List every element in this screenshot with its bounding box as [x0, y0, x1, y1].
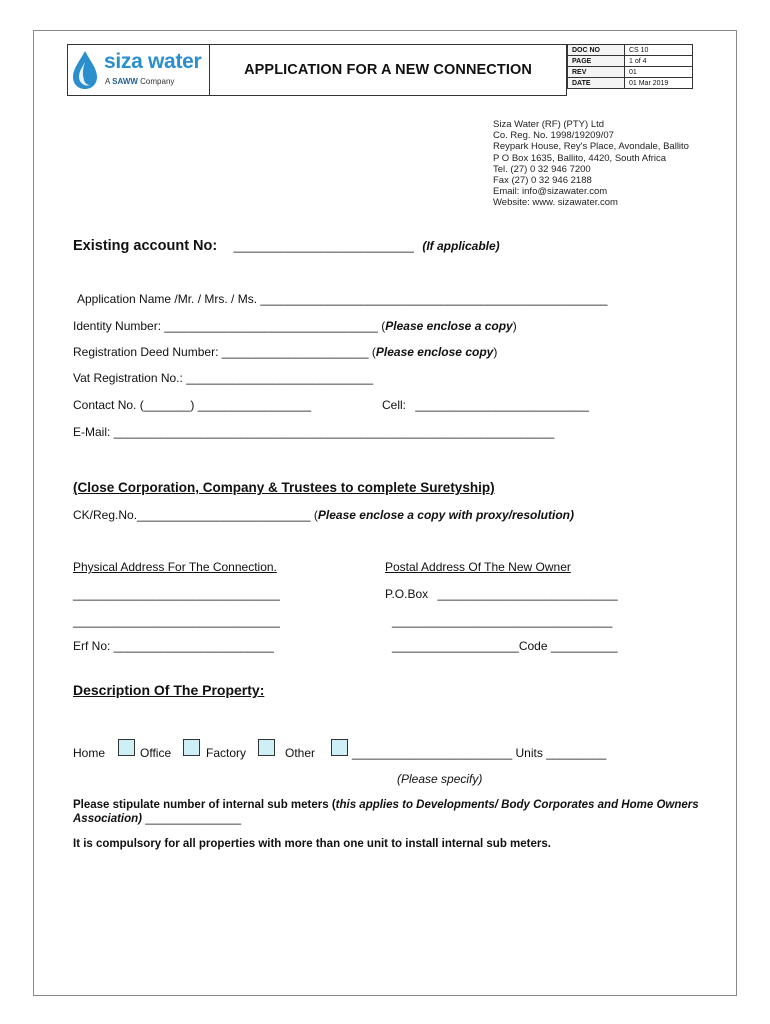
application-name-field[interactable]: ____________________________________________________ — [260, 292, 608, 306]
checkbox-factory[interactable] — [258, 739, 275, 756]
pobox-row — [385, 587, 618, 601]
logo-name: siza water — [104, 50, 202, 73]
meta-row-page — [568, 56, 693, 67]
company-line: Tel. (27) 0 32 946 7200 — [493, 163, 591, 175]
application-name-label: Application Name /Mr. / Mrs. / Ms. — [77, 292, 258, 306]
contact-row — [73, 398, 311, 412]
postal-address-heading: Postal Address Of The New Owner — [385, 560, 571, 574]
contact-field[interactable]: _________________ — [197, 398, 312, 412]
meta-value: CS 10 — [625, 45, 693, 56]
code-label: Code — [518, 639, 548, 653]
email-field[interactable]: __________________________________________________________________ — [113, 425, 555, 439]
existing-account-row — [73, 237, 500, 255]
physical-address-line-2[interactable]: _______________________________ — [73, 614, 280, 628]
registration-deed-row: Registration Deed Number: ______________________ (Please enclose copy) — [73, 345, 498, 359]
company-details — [493, 119, 689, 209]
compulsory-note: It is compulsory for all properties with more than one unit to install internal sub meters. — [73, 838, 551, 850]
meta-value: 01 Mar 2019 — [625, 78, 693, 89]
option-other-label: Other — [285, 746, 316, 760]
company-line: Website: www. sizawater.com — [493, 197, 618, 209]
erf-row — [73, 639, 274, 653]
postal-code-row — [392, 639, 618, 653]
units-row — [352, 746, 606, 760]
pobox-label: P.O.Box — [385, 587, 429, 601]
cell-label: Cell: — [382, 398, 407, 412]
vat-registration-label: Vat Registration No.: — [73, 371, 183, 385]
meta-value: 1 of 4 — [625, 56, 693, 67]
meta-value: 01 — [625, 67, 693, 78]
existing-account-field[interactable]: ___________________________ — [233, 239, 414, 253]
checkbox-other[interactable] — [331, 739, 348, 756]
cell-field[interactable]: __________________________ — [415, 398, 589, 412]
email-label: E-Mail: — [73, 425, 111, 439]
water-drop-icon — [70, 50, 100, 90]
units-label: Units — [515, 746, 543, 760]
property-heading: Description Of The Property: — [73, 682, 265, 698]
existing-account-label: Existing account No: — [73, 238, 218, 254]
vat-registration-field[interactable]: ____________________________ — [186, 371, 374, 385]
identity-number-field[interactable]: ________________________________ — [164, 319, 378, 333]
company-line: Fax (27) 0 32 946 2188 — [493, 175, 592, 187]
email-row — [73, 425, 554, 439]
company-line: P O Box 1635, Ballito, 4420, South Africa — [493, 152, 667, 164]
checkbox-home[interactable] — [118, 739, 135, 756]
vat-registration-row — [73, 371, 373, 385]
erf-field[interactable]: ________________________ — [113, 639, 274, 653]
code-field[interactable]: __________ — [550, 639, 618, 653]
company-line: Co. Reg. No. 1998/19209/07 — [493, 130, 614, 142]
meta-key: REV — [568, 67, 625, 78]
specify-note: (Please specify) — [397, 772, 483, 786]
logo-subtitle: A SAWW Company — [105, 77, 175, 86]
meta-row-rev — [568, 67, 693, 78]
ck-reg-row: CK/Reg.No.__________________________ (Please enclose a copy with proxy/resolution) — [73, 508, 574, 522]
option-home-label: Home — [73, 746, 106, 760]
registration-deed-field[interactable]: ______________________ — [221, 345, 369, 359]
registration-deed-label: Registration Deed Number: — [73, 345, 219, 359]
document-meta-table — [567, 44, 693, 89]
physical-address-heading: Physical Address For The Connection. — [73, 560, 277, 574]
sub-meters-note: Please stipulate number of internal sub meters (this applies to Developments/ Body Corporates and Home Owners Association) _______________ — [73, 799, 699, 825]
postal-address-line-2[interactable]: _________________________________ — [392, 614, 613, 628]
identity-number-note: Please enclose a copy — [385, 319, 513, 333]
suretyship-heading: (Close Corporation, Company & Trustees to complete Suretyship) — [73, 480, 495, 495]
ck-reg-field[interactable]: __________________________ — [137, 508, 311, 522]
registration-deed-note: Please enclose copy — [375, 345, 494, 359]
application-name-row — [77, 292, 607, 306]
identity-number-row: Identity Number: ________________________________ (Please enclose a copy) — [73, 319, 517, 333]
cell-row — [382, 398, 589, 412]
sub-meters-field[interactable]: _______________ — [145, 813, 242, 825]
meta-key: DOC NO — [568, 45, 625, 56]
pobox-field[interactable]: ___________________________ — [437, 587, 618, 601]
contact-label: Contact No. (_______) — [73, 398, 195, 412]
company-line: Email: info@sizawater.com — [493, 186, 608, 198]
meta-key: PAGE — [568, 56, 625, 67]
erf-label: Erf No: — [73, 639, 111, 653]
identity-number-label: Identity Number: — [73, 319, 162, 333]
option-office-label: Office — [140, 746, 172, 760]
meta-row-doc-no — [568, 45, 693, 56]
existing-account-note: (If applicable) — [422, 239, 500, 253]
checkbox-office[interactable] — [183, 739, 200, 756]
physical-address-line-1[interactable]: _______________________________ — [73, 587, 280, 601]
company-line: Reypark House, Rey's Place, Avondale, Ballito — [493, 141, 689, 153]
meta-row-date — [568, 78, 693, 89]
ck-reg-note: Please enclose a copy with proxy/resolution) — [317, 508, 574, 522]
postal-address-line-3[interactable]: ___________________ — [392, 639, 519, 653]
other-specify-field[interactable]: ________________________ — [352, 746, 513, 760]
units-field[interactable]: _________ — [546, 746, 607, 760]
meta-key: DATE — [568, 78, 625, 89]
ck-reg-label: CK/Reg.No. — [73, 508, 138, 522]
company-line: Siza Water (RF) (PTY) Ltd — [493, 119, 605, 130]
form-title: APPLICATION FOR A NEW CONNECTION — [210, 44, 567, 96]
option-factory-label: Factory — [206, 746, 247, 760]
